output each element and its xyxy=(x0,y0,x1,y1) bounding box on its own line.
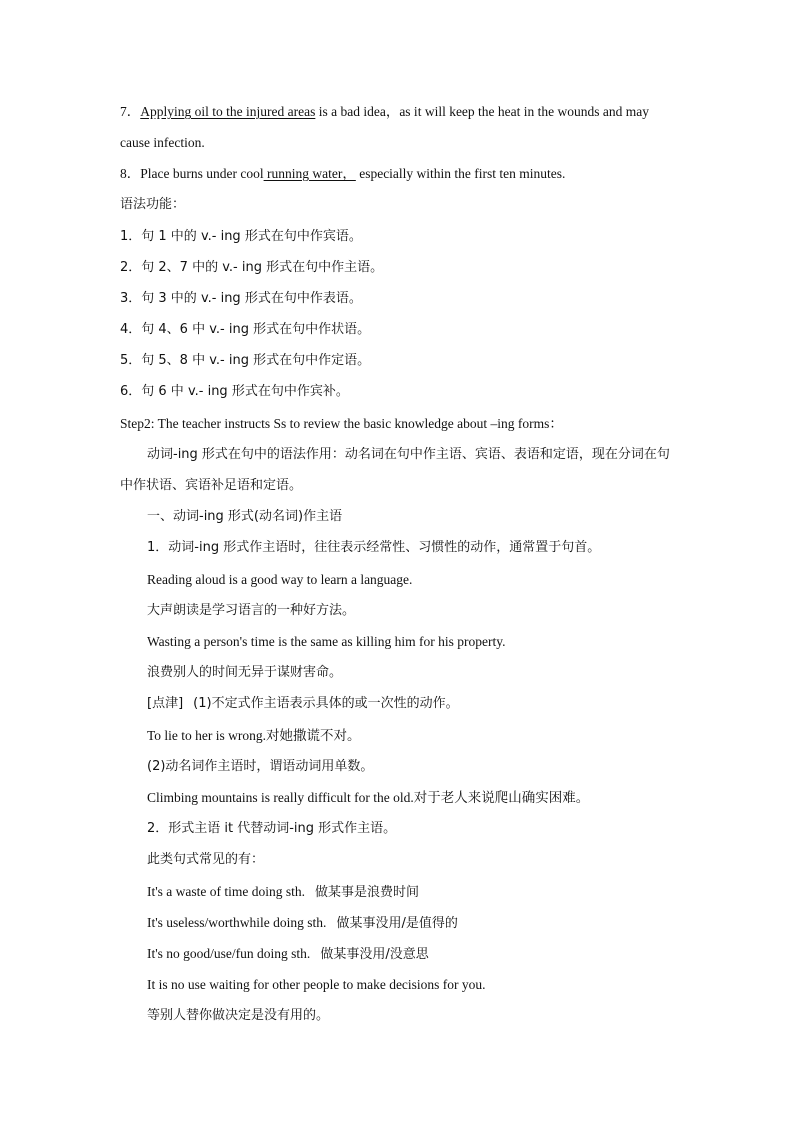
tip-text: (1)不定式作主语表示具体的或一次性的动作。 xyxy=(193,696,459,711)
pattern-1 xyxy=(147,883,419,902)
grammar-point-6: 6．句 6 中 v.- ing 形式在句中作宾补。 xyxy=(120,384,349,399)
common-patterns-heading: 此类句式常见的有： xyxy=(147,852,265,867)
pattern-2-cn: 做某事没用/是值得的 xyxy=(336,916,458,931)
example-5-cn: 等别人替你做决定是没有用的。 xyxy=(147,1008,330,1023)
pattern-1-en: It's a waste of time doing sth. xyxy=(147,884,306,899)
example-4: Climbing mountains is really difficult for the old.对于老人来说爬山确实困难。 xyxy=(147,790,590,805)
tip-tag: [点津] xyxy=(147,696,184,711)
grammar-role-paragraph-line2: 中作状语、宾语补足语和定语。 xyxy=(120,478,303,493)
sentence-7 xyxy=(120,103,649,121)
section-heading-subject: 一、动词-ing 形式(动名词)作主语 xyxy=(147,509,343,524)
example-2-en: Wasting a person's time is the same as killing him for his property. xyxy=(147,634,506,649)
example-5-en: It is no use waiting for other people to make decisions for you. xyxy=(147,977,486,992)
step2-instruction: Step2: The teacher instructs Ss to review the basic knowledge about –ing forms： xyxy=(120,416,563,431)
sentence-8 xyxy=(120,165,565,183)
pattern-1-cn: 做某事是浪费时间 xyxy=(315,885,420,900)
tip-note-1 xyxy=(147,695,459,713)
grammar-point-3: 3．句 3 中的 v.- ing 形式在句中作表语。 xyxy=(120,291,362,306)
grammar-point-5: 5．句 5、8 中 v.- ing 形式在句中作定语。 xyxy=(120,353,371,368)
sentence-8-pre: 8．Place burns under cool xyxy=(120,166,264,181)
pattern-3 xyxy=(147,945,429,964)
rule-2: 2．形式主语 it 代替动词-ing 形式作主语。 xyxy=(147,821,397,836)
pattern-3-en: It's no good/use/fun doing sth. xyxy=(147,946,311,961)
sentence-7-number: 7． xyxy=(120,104,141,119)
sentence-8-underlined: running water， xyxy=(263,166,356,181)
pattern-3-cn: 做某事没用/没意思 xyxy=(320,947,429,962)
grammar-point-1: 1．句 1 中的 v.- ing 形式在句中作宾语。 xyxy=(120,229,362,244)
pattern-2 xyxy=(147,914,458,933)
grammar-role-paragraph-line1: 动词-ing 形式在句中的语法作用：动名词在句中作主语、宾语、表语和定语，现在分词在句 xyxy=(147,447,670,462)
example-1-en: Reading aloud is a good way to learn a language. xyxy=(147,572,413,587)
sentence-7-rest: is a bad idea，as it will keep the heat in the wounds and may xyxy=(315,104,650,119)
tip-note-2: (2)动名词作主语时，谓语动词用单数。 xyxy=(147,759,374,774)
rule-1: 1．动词-ing 形式作主语时，往往表示经常性、习惯性的动作，通常置于句首。 xyxy=(147,540,601,555)
sentence-7-underlined: Applying oil to the injured areas xyxy=(140,104,316,119)
sentence-7-continuation: cause infection. xyxy=(120,135,205,150)
example-2-cn: 浪费别人的时间无异于谋财害命。 xyxy=(147,665,343,680)
grammar-point-4: 4．句 4、6 中 v.- ing 形式在句中作状语。 xyxy=(120,322,371,337)
example-3: To lie to her is wrong.对她撒谎不对。 xyxy=(147,728,361,743)
example-1-cn: 大声朗读是学习语言的一种好方法。 xyxy=(147,603,356,618)
grammar-function-heading: 语法功能： xyxy=(120,197,186,212)
grammar-point-2: 2．句 2、7 中的 v.- ing 形式在句中作主语。 xyxy=(120,260,384,275)
sentence-8-rest: especially within the first ten minutes. xyxy=(355,166,566,181)
pattern-2-en: It's useless/worthwhile doing sth. xyxy=(147,915,327,930)
